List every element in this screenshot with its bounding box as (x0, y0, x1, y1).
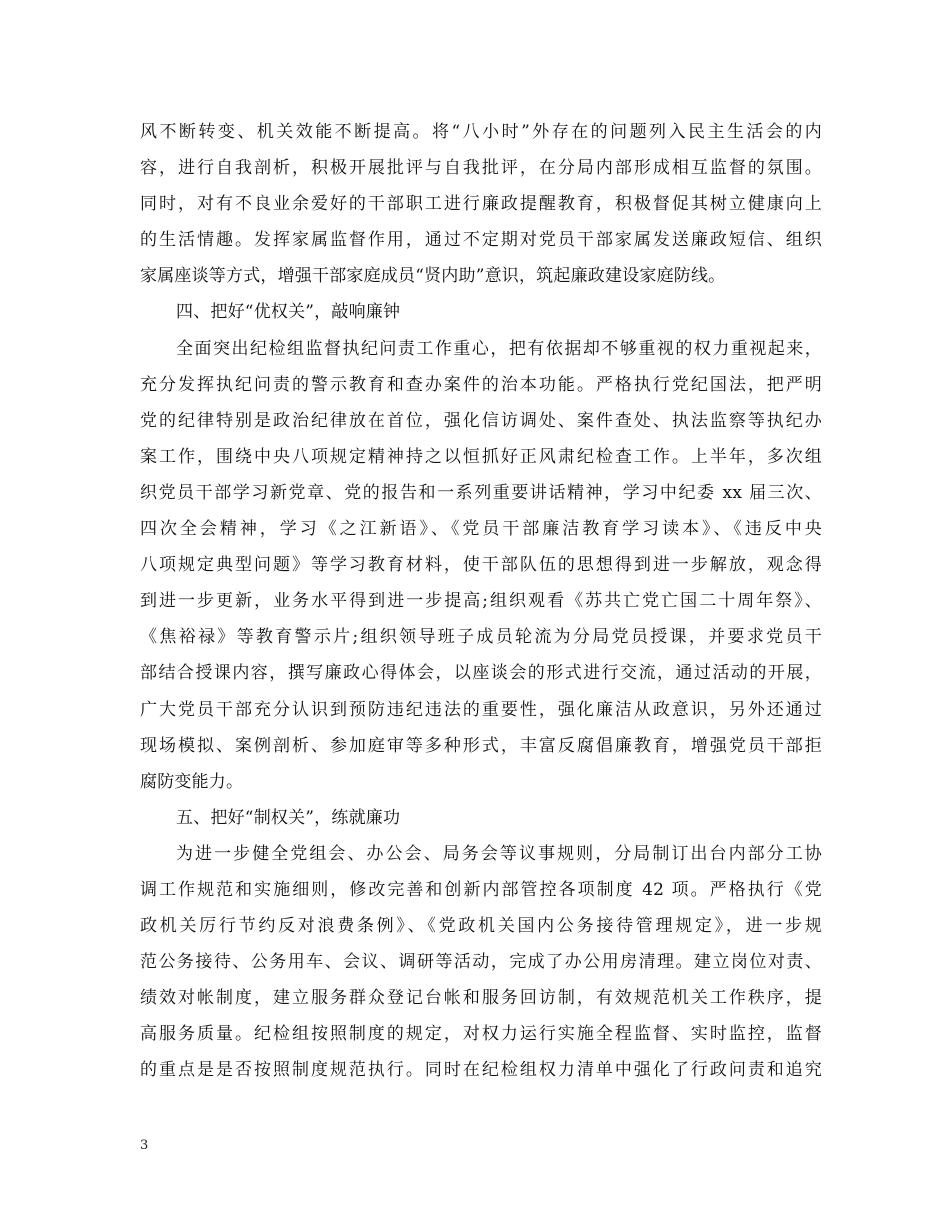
section-heading (140, 294, 822, 330)
text-line-content: 四、把好“优权关”，敲响廉钟 (176, 302, 401, 323)
text-line-content: 广大党员干部充分认识到预防违纪违法的重要性，强化廉洁从政意识，另外还通过 (140, 699, 822, 720)
text-line-content: 为进一步健全党组会、办公会、局务会等议事规则，分局制订出台内部分工协 (176, 843, 822, 864)
text-line-content: 范公务接待、公务用车、会议、调研等活动，完成了办公用房清理。建立岗位对责、 (140, 952, 822, 973)
text-line-content: 调工作规范和实施细则，修改完善和创新内部管控各项制度 42 项。严格执行《党 (140, 879, 822, 900)
text-line-content: 《焦裕禄》等教育警示片;组织领导班子成员轮流为分局党员授课，并要求党员干 (140, 627, 822, 648)
text-line-content: 部结合授课内容，撰写廉政心得体会，以座谈会的形式进行交流，通过活动的开展， (140, 663, 822, 684)
text-line-content: 风不断转变、机关效能不断提高。将“八小时”外存在的问题列入民主生活会的内 (140, 122, 822, 142)
text-line-content: 绩效对帐制度，建立服务群众登记台帐和服务回访制，有效规范机关工作秩序，提 (140, 988, 822, 1009)
text-line (140, 222, 822, 258)
text-line (140, 367, 822, 403)
text-line-content: 高服务质量。纪检组按照制度的规定，对权力运行实施全程监督、实时监控，监督 (140, 1024, 822, 1045)
text-line-content: 同时，对有不良业余爱好的干部职工进行廉政提醒教育，积极督促其树立健康向上 (140, 194, 822, 215)
document-body (140, 114, 822, 1089)
text-line (140, 836, 822, 872)
section-heading (140, 800, 822, 836)
text-line (140, 1052, 822, 1088)
text-line (140, 1016, 822, 1052)
text-line-content: 四次全会精神，学习《之江新语》、《党员干部廉洁教育学习读本》、《违反中央 (140, 519, 822, 540)
text-line-content: 现场模拟、案例剖析、参加庭审等多种形式，丰富反腐倡廉教育，增强党员干部拒 (140, 735, 822, 756)
text-line-content: 八项规定典型问题》等学习教育材料，使干部队伍的思想得到进一步解放，观念得 (140, 555, 822, 576)
text-line (140, 475, 822, 511)
text-line (140, 583, 822, 619)
text-line-content: 的重点是是否按照制度规范执行。同时在纪检组权力清单中强化了行政问责和追究 (140, 1060, 822, 1081)
text-line (140, 728, 822, 764)
text-line (140, 944, 822, 980)
text-line (140, 150, 822, 186)
text-line (140, 980, 822, 1016)
text-line (140, 692, 822, 728)
text-line (140, 872, 822, 908)
text-line (140, 403, 822, 439)
text-line-content: 的生活情趣。发挥家属监督作用，通过不定期对党员干部家属发送廉政短信、组织 (140, 230, 822, 251)
text-line (140, 331, 822, 367)
text-line-content: 腐防变能力。 (140, 771, 244, 792)
text-line (140, 258, 822, 294)
text-line-content: 政机关厉行节约反对浪费条例》、《党政机关国内公务接待管理规定》，进一步规 (140, 916, 822, 937)
text-line-content: 家属座谈等方式，增强干部家庭成员“贤内助”意识，筑起廉政建设家庭防线。 (140, 266, 726, 287)
text-line-content: 织党员干部学习新党章、党的报告和一系列重要讲话精神，学习中纪委 xx 届三次、 (140, 482, 822, 503)
text-line-content: 充分发挥执纪问责的警示教育和查办案件的治本功能。严格执行党纪国法，把严明 (140, 374, 822, 395)
text-line (140, 114, 822, 150)
text-line-content: 全面突出纪检组监督执纪问责工作重心，把有依据却不够重视的权力重视起来， (176, 338, 822, 359)
page-number: 3 (140, 1138, 149, 1153)
text-line-content: 到进一步更新，业务水平得到进一步提高;组织观看《苏共亡党亡国二十周年祭》、 (140, 591, 822, 612)
text-line-content: 案工作，围绕中央八项规定精神持之以恒抓好正风肃纪检查工作。上半年，多次组 (140, 446, 822, 467)
text-line (140, 764, 822, 800)
text-line (140, 511, 822, 547)
text-line (140, 439, 822, 475)
text-line (140, 186, 822, 222)
text-line (140, 908, 822, 944)
text-line-content: 党的纪律特别是政治纪律放在首位，强化信访调处、案件查处、执法监察等执纪办 (140, 410, 822, 431)
text-line (140, 619, 822, 655)
text-line-content: 容，进行自我剖析，积极开展批评与自我批评，在分局内部形成相互监督的氛围。 (140, 158, 822, 179)
text-line-content: 五、把好“制权关”，练就廉功 (176, 807, 401, 828)
text-line (140, 547, 822, 583)
text-line (140, 655, 822, 691)
